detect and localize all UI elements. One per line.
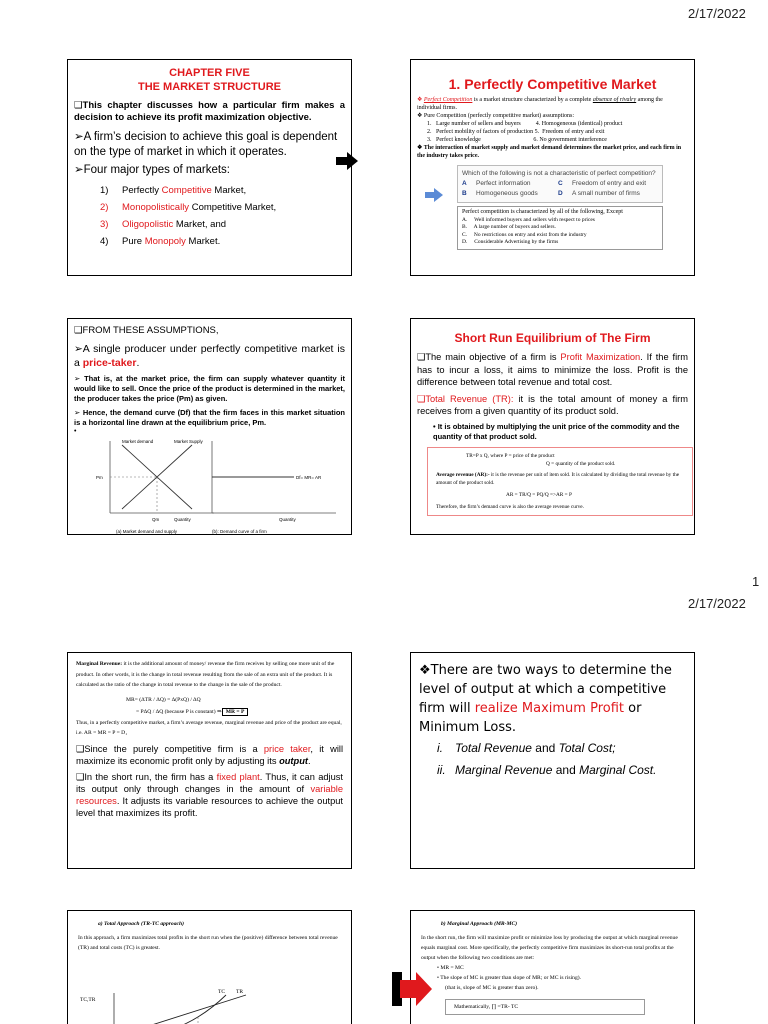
caption-b: (b): Demand curve of a firm (212, 529, 267, 534)
definition: ❖ Perfect Competition is a market structure characterized by a complete absence of rivalry among the individual firms. (417, 97, 663, 111)
slide-perfect-competition (410, 59, 695, 276)
quiz-row: A Perfect information C Freedom of entry and exit (462, 180, 647, 187)
formula-tr: TR=P x Q, where P = price of the product (466, 452, 555, 459)
market-price-point: ➢ That is, at the market price, the firm can supply whatever quantity it would like to sell. Once the price of the product is determined in the market, the producer takes the price (Pm) as given. (74, 374, 345, 403)
chapter-label: CHAPTER FIVE (169, 67, 250, 79)
approach-total: i. Total Revenue and Total Cost; (437, 741, 616, 755)
market-types-list (100, 182, 345, 250)
quiz2-box (457, 206, 663, 250)
condition-3: (that is, slope of MC is greater than zero). (445, 985, 539, 991)
chapter-intro: ❑This chapter discusses how a particular firm makes a decision to achieve its profit maximization objective. (74, 100, 345, 123)
date-mid: 2/17/2022 (688, 596, 746, 611)
approach-marginal: ii. Marginal Revenue and Marginal Cost. (437, 763, 657, 777)
df-label: Df= MR= AR (296, 475, 322, 480)
demand-curve-point: ➢ Hence, the demand curve (Df) that the firm faces in this market situation is a horizontal line drawn at the equilibrium price, Pm. (74, 408, 345, 427)
slide-marginal-approach (410, 910, 695, 1024)
right-arrow-icon (336, 152, 358, 170)
assumptions-list (427, 120, 688, 144)
list-item: 1. Large number of sellers and buyers 4. Homogeneous (identical) product (427, 121, 623, 127)
quantity-label: Quantity (279, 517, 296, 522)
ar-definition: Average revenue (AR):- it is the revenue per unit of item sold. It is calculated by dividing the total revenue by the amount of the product sold. (436, 471, 680, 486)
date-top: 2/17/2022 (688, 6, 746, 21)
list-item: D. Considerable Advertising by the firms (462, 239, 559, 245)
slide-title: Short Run Equilibrium of The Firm (454, 331, 651, 345)
slide-title: 1. Perfectly Competitive Market (448, 76, 657, 92)
list-item: B. A large number of buyers and sellers. (462, 224, 556, 230)
tr-bullet: • It is obtained by multiplying the unit price of the commodity and the quantity of that product sold. (433, 421, 680, 441)
assumptions-heading: ❖ Pure Competition (perfectly competitive market) assumptions: (417, 113, 575, 119)
total-approach-text: In this approach, a firm maximizes total profits in the short run when the (positive) difference between total revenue (TR) and total costs (TC) is greatest. (78, 935, 338, 951)
quiz-question: Which of the following is not a characteristic of perfect competition? (462, 170, 656, 177)
formula-q: Q = quantity of the product sold. (546, 460, 616, 467)
slide-title: b) Marginal Approach (MR-MC) (441, 921, 518, 927)
two-ways-para: ❖There are two ways to determine the level of output at which a competitive firm will realize Maximum Profit or Minimum Loss. (419, 663, 672, 735)
qm-label: Qm (152, 517, 160, 522)
page-number: 1 (752, 574, 760, 589)
mr-definition: Marginal Revenue: it is the additional amount of money/ revenue the firm receives by selling one more unit of the product. In other words, it is the change in total revenue resulting from the sale of an extra unit of the product. It is calculated as the ratio of the change in total revenue to the change in the sale of the product. (76, 661, 335, 688)
mr-equation-2: = PΔQ / ΔQ (because P is constant) ⇒ MR = P (136, 707, 343, 718)
list-item: 4) Pure Monopoly Market. (100, 236, 221, 247)
point-decision: ➢A firm’s decision to achieve this goal is dependent on the type of market in which it operates. (74, 131, 338, 158)
list-item: 2. Perfect mobility of factors of production 5. Freedom of entry and exit (427, 129, 605, 135)
caption-a: (a) Market demand and supply (116, 529, 178, 534)
price-taker-para: ❑Since the purely competitive firm is a price taker, it will maximize its economic profit only by adjusting its output. (76, 743, 344, 766)
axis-label: TC,TR (80, 997, 96, 1003)
list-item: 1) Perfectly Competitive Market, (100, 185, 247, 196)
quiz-row: B Homogeneous goods D A small number of firms (462, 190, 640, 197)
quiz-box (457, 165, 663, 203)
blue-arrow-icon (425, 188, 443, 202)
fixed-plant-para: ❑In the short run, the firm has a fixed plant. Thus, it can adjust its output only through changes in the amount of variable resources. It adjusts its variable resources to achieve the output level that maximizes its profit. (76, 771, 343, 818)
bullet: • (74, 428, 77, 435)
condition-2: • The slope of MC is greater than slope of MR; or MC is rising). (437, 975, 582, 981)
tc-label: TC (218, 989, 226, 995)
profit-max-para: ❑The main objective of a firm is Profit Maximization. If the firm has to incur a loss, it aims to minimize the loss. Profit is the difference between total revenue and total cost. (417, 352, 689, 387)
math-box: Mathematically, ∏ =TR- TC (445, 999, 645, 1015)
quantity-label: Quantity (174, 517, 191, 522)
slide-marginal-revenue (67, 652, 352, 869)
market-diagrams (74, 437, 346, 535)
price-taker-point: ➢A single producer under perfectly competitive market is a price-taker. (74, 343, 345, 369)
mr-conclusion: Thus, in a perfectly competitive market, a firm’s average revenue, marginal revenue and price of the product are equal, i.e. AR = MR = P = D₁ (76, 719, 342, 736)
ar-conclusion: Therefore, the firm’s demand curve is also the average revenue curve. (436, 503, 584, 510)
quiz2-question: Perfect competition is characterized by all of the following, Except (462, 209, 623, 215)
market-demand-label: Market demand (122, 439, 154, 444)
interaction-note: ❖ The interaction of market supply and market demand determines the market price, and each firm in the industry takes price. (417, 145, 682, 159)
point-market-types: ➢Four major types of markets: (74, 164, 230, 176)
slide-title: a) Total Approach (TR-TC approach) (98, 921, 184, 927)
list-item: C. No restrictions on entry and exist from the industry (462, 231, 587, 238)
marginal-approach-text: In the short run, the firm will maximize profit or minimize loss by producing the output at which marginal revenue equals marginal cost. More specifically, the perfectly competitive firm maximizes its short-run total profits at the output when the following two conditions are met: (421, 935, 678, 961)
slide-two-ways (410, 652, 695, 869)
slide-assumptions (67, 318, 352, 535)
section-heading: ❑FROM THESE ASSUMPTIONS, (74, 325, 219, 336)
tr-label: TR (236, 989, 244, 995)
formula-box (427, 447, 693, 516)
slide-chapter-five (67, 59, 352, 276)
list-item: 2) Monopolistically Competitive Market, (100, 202, 277, 213)
list-item: A. Well informed buyers and sellers with respect to prices (462, 216, 595, 223)
tr-tc-graph (78, 987, 338, 1024)
mr-equation: MR= (ΔTR / ΔQ) = Δ(PxQ) / ΔQ (126, 696, 201, 703)
list-item: 3) Oligopolistic Market, and (100, 219, 227, 230)
total-revenue-para: ❑Total Revenue (TR): it is the total amount of money a firm receives from a given quantity of its product sold. (417, 393, 688, 416)
condition-1: • MR = MC (437, 965, 464, 971)
formula-ar: AR = TR/Q = PQ/Q =>AR = P (506, 491, 572, 498)
red-arrow-icon (392, 972, 432, 1006)
slide-total-approach (67, 910, 352, 1024)
list-item: 3. Perfect knowledge 6. No government interference (427, 137, 607, 143)
slide-short-run-equilibrium (410, 318, 695, 535)
market-supply-label: Market Supply (174, 439, 203, 444)
chapter-title: THE MARKET STRUCTURE (138, 81, 281, 93)
pm-label: Pm (96, 475, 103, 480)
